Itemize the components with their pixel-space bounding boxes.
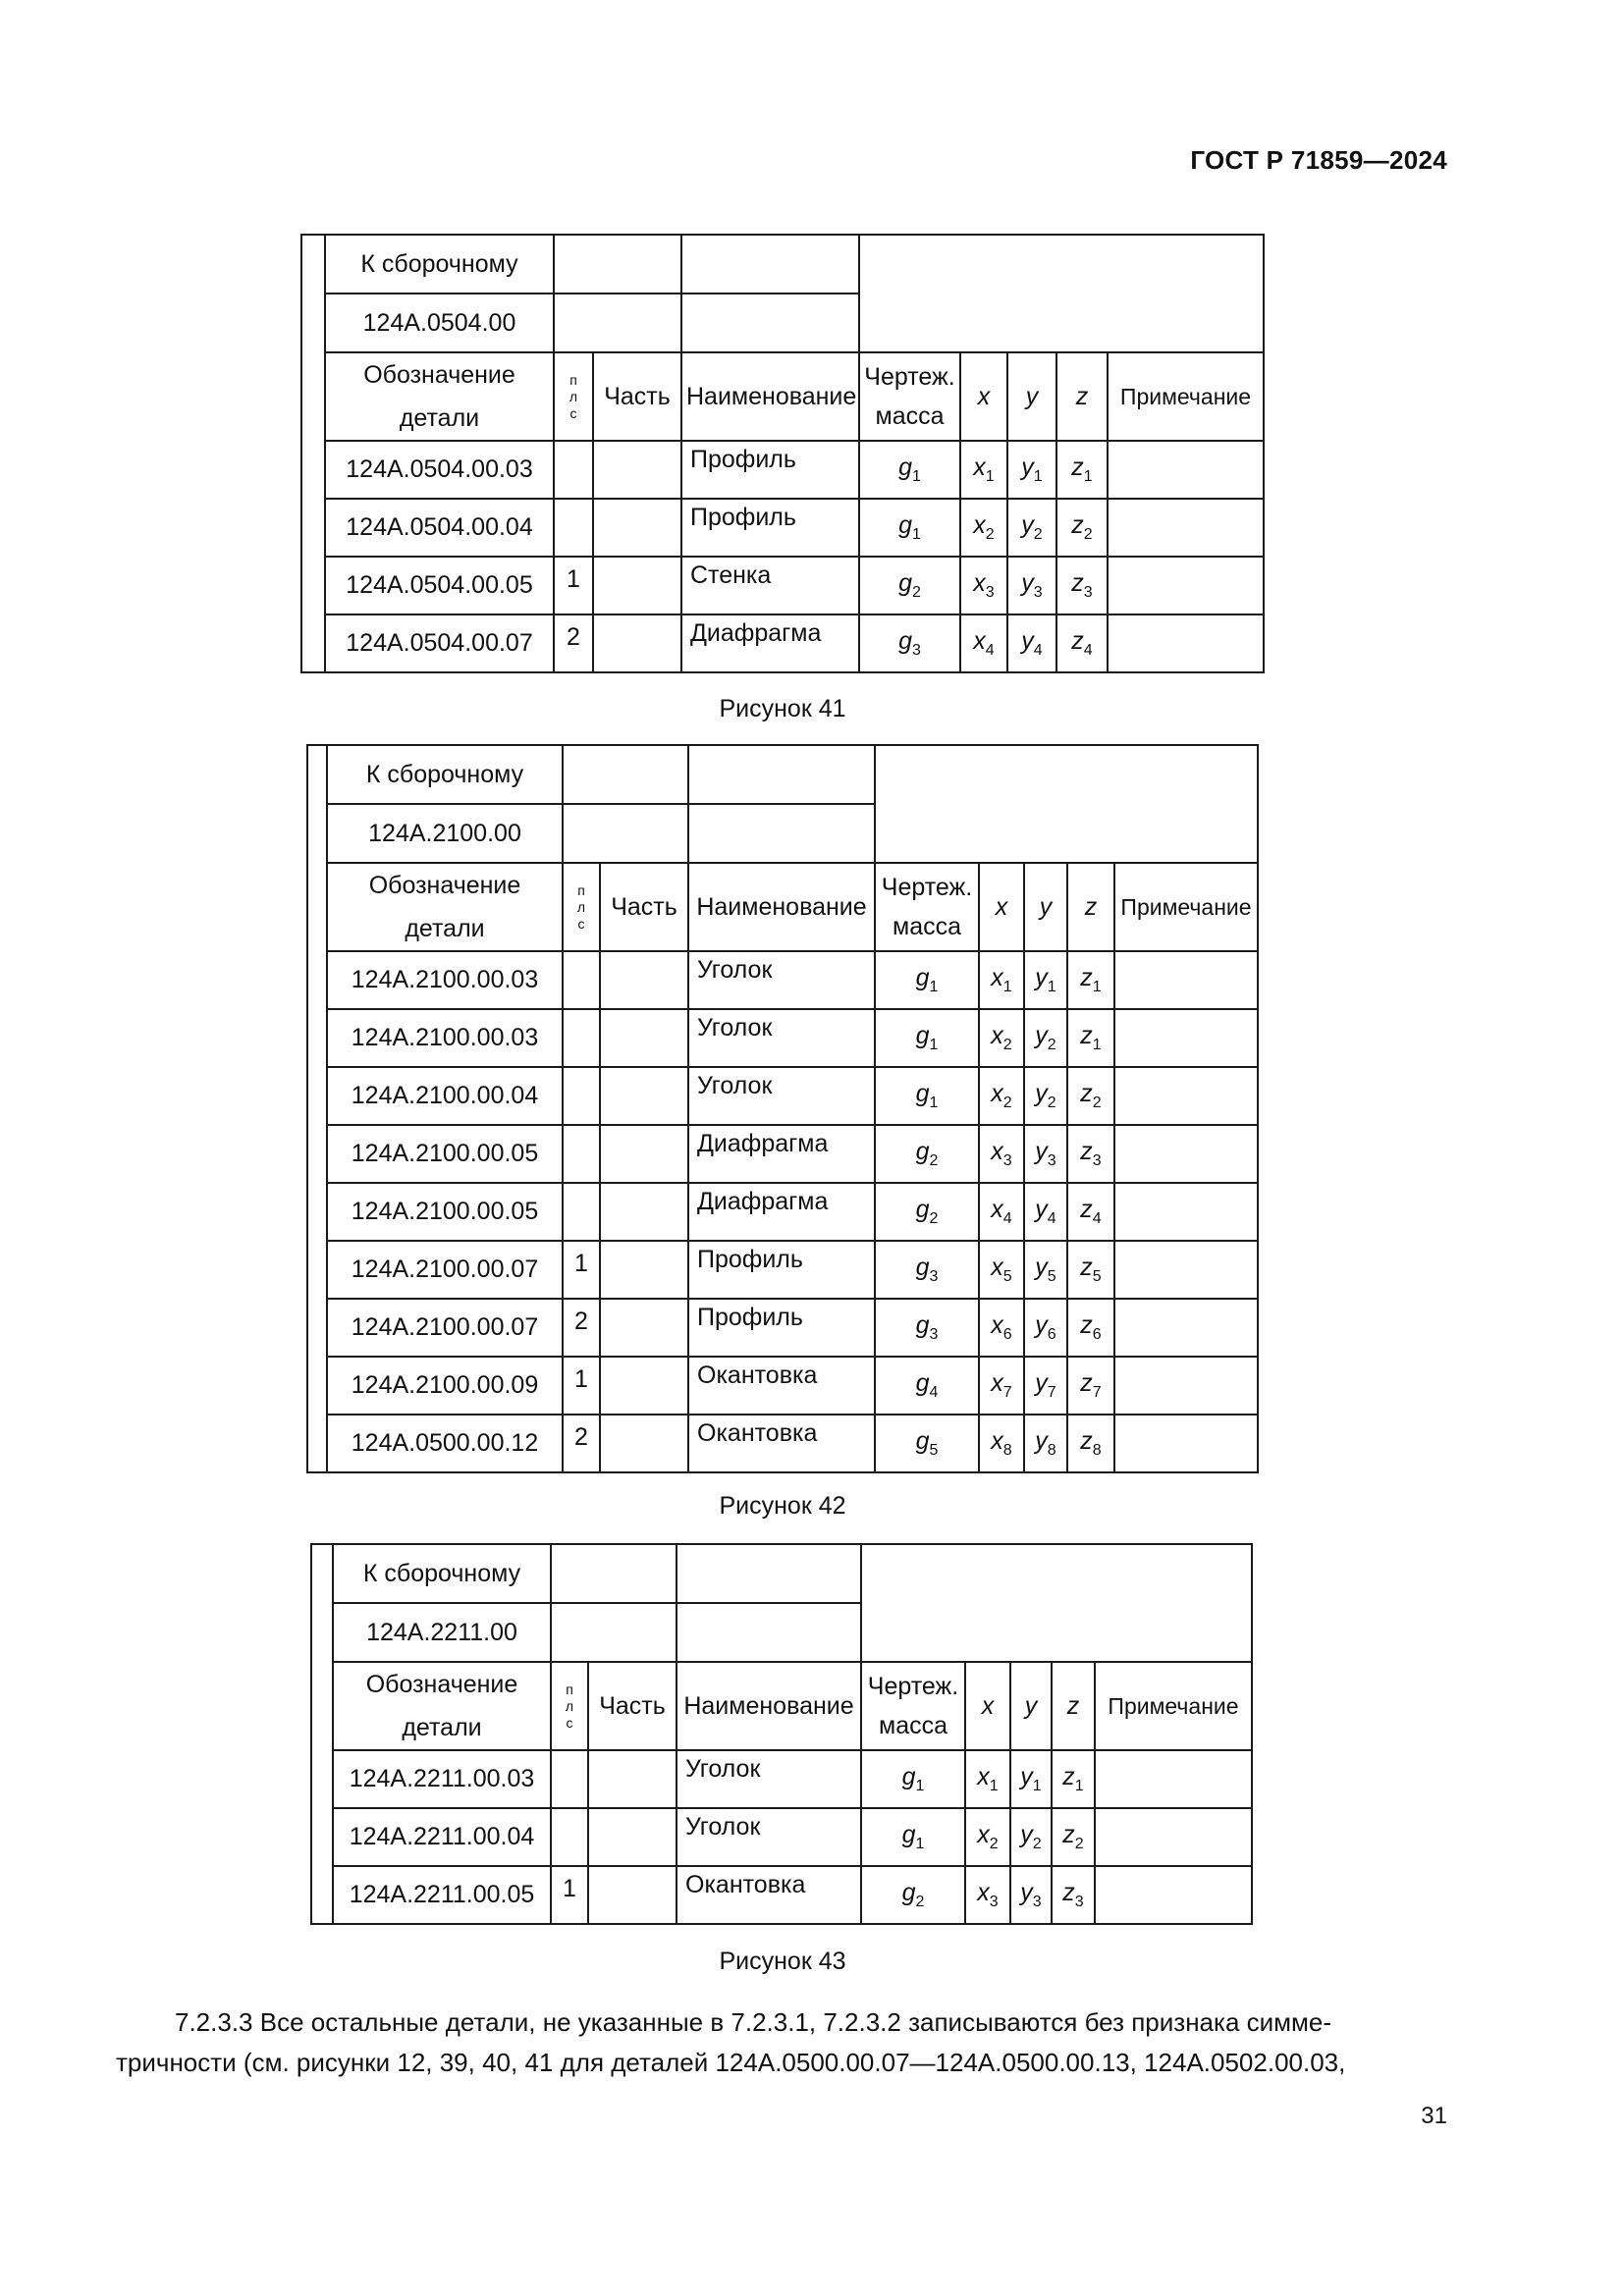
row-x: $x_7$ xyxy=(979,1357,1024,1415)
row-note xyxy=(1095,1750,1252,1808)
col-drawing-mass-l1: Чертеж. xyxy=(881,874,973,901)
table-row xyxy=(301,614,1264,672)
row-code: 124А.0504.00.04 xyxy=(325,499,554,557)
row-name: Диафрагма xyxy=(688,1125,875,1183)
col-part: Часть xyxy=(593,352,681,441)
row-name: Профиль xyxy=(681,441,859,499)
row-pls: 1 xyxy=(554,557,593,614)
row-name: Диафрагма xyxy=(681,614,859,672)
row-note xyxy=(1114,1009,1258,1067)
assembly-code: 124А.2211.00 xyxy=(333,1603,551,1662)
binding-strip xyxy=(301,235,325,672)
row-code: 124А.2211.00.03 xyxy=(333,1750,551,1808)
row-part xyxy=(593,557,681,614)
row-part xyxy=(600,1067,688,1125)
row-code: 124А.2100.00.05 xyxy=(327,1183,563,1241)
empty-header-block xyxy=(875,745,1258,863)
row-part xyxy=(600,1357,688,1415)
row-part xyxy=(600,1009,688,1067)
table-row xyxy=(307,1125,1258,1183)
page-number: 31 xyxy=(1421,2103,1447,2129)
row-note xyxy=(1114,1299,1258,1357)
row-code: 124А.2100.00.03 xyxy=(327,1009,563,1067)
row-pls xyxy=(563,1067,600,1125)
row-mass: $g_2$ xyxy=(875,1125,979,1183)
row-code: 124А.2211.00.05 xyxy=(333,1866,551,1924)
col-pls xyxy=(551,1662,588,1750)
table-row xyxy=(307,1183,1258,1241)
empty-cell xyxy=(551,1603,677,1662)
row-part xyxy=(600,951,688,1009)
col-z: z xyxy=(1056,352,1108,441)
row-name: Диафрагма xyxy=(688,1183,875,1241)
row-z: $z_4$ xyxy=(1067,1183,1114,1241)
row-x: $x_4$ xyxy=(979,1183,1024,1241)
row-note xyxy=(1114,1183,1258,1241)
col-pls-p: п xyxy=(569,371,577,388)
row-note xyxy=(1095,1808,1252,1866)
col-designation-l2: детали xyxy=(402,1714,482,1741)
row-x: $x_3$ xyxy=(979,1125,1024,1183)
row-pls xyxy=(563,1125,600,1183)
col-pls-p: п xyxy=(577,881,585,898)
row-part xyxy=(600,1299,688,1357)
table-row xyxy=(307,1241,1258,1299)
empty-cell xyxy=(554,294,681,352)
row-mass: $g_3$ xyxy=(859,614,960,672)
row-y: $y_5$ xyxy=(1024,1241,1067,1299)
row-part xyxy=(593,441,681,499)
row-x: $x_2$ xyxy=(965,1808,1010,1866)
row-note xyxy=(1108,614,1264,672)
row-mass: $g_1$ xyxy=(859,441,960,499)
row-part xyxy=(600,1241,688,1299)
col-pls xyxy=(554,352,593,441)
table-row xyxy=(301,499,1264,557)
table-row xyxy=(311,1866,1252,1924)
row-pls xyxy=(563,1009,600,1067)
to-assembly-label: К сборочному xyxy=(325,235,554,294)
empty-header-block xyxy=(861,1544,1252,1662)
row-code: 124А.0500.00.12 xyxy=(327,1415,563,1472)
row-mass: $g_2$ xyxy=(861,1866,965,1924)
figure-caption: Рисунок 41 xyxy=(719,695,846,722)
row-z: $z_3$ xyxy=(1052,1866,1095,1924)
paragraph-line-1: 7.2.3.3 Все остальные детали, не указанные в 7.2.3.1, 7.2.3.2 записываются без признака симме- xyxy=(175,2007,1332,2037)
row-pls xyxy=(563,951,600,1009)
row-x: $x_1$ xyxy=(979,951,1024,1009)
row-part xyxy=(600,1415,688,1472)
row-note xyxy=(1095,1866,1252,1924)
table-row xyxy=(307,1357,1258,1415)
row-mass: $g_1$ xyxy=(861,1750,965,1808)
row-code: 124А.0504.00.05 xyxy=(325,557,554,614)
col-z: z xyxy=(1067,863,1114,951)
body-paragraph xyxy=(116,2002,1448,2083)
table-row xyxy=(301,557,1264,614)
row-y: $y_4$ xyxy=(1024,1183,1067,1241)
col-drawing-mass-l2: масса xyxy=(879,1712,947,1739)
row-x: $x_4$ xyxy=(960,614,1007,672)
row-pls xyxy=(563,1183,600,1241)
row-z: $z_1$ xyxy=(1067,951,1114,1009)
row-pls: 2 xyxy=(563,1415,600,1472)
row-x: $x_1$ xyxy=(960,441,1007,499)
col-drawing-mass xyxy=(875,863,979,951)
empty-cell xyxy=(677,1544,861,1603)
table-row xyxy=(307,951,1258,1009)
col-designation-l1: Обозначение xyxy=(365,1671,518,1698)
row-name: Уголок xyxy=(677,1808,861,1866)
row-y: $y_1$ xyxy=(1007,441,1056,499)
col-drawing-mass-l1: Чертеж. xyxy=(867,1673,959,1700)
row-note xyxy=(1114,1357,1258,1415)
col-drawing-mass xyxy=(859,352,960,441)
row-y: $y_4$ xyxy=(1007,614,1056,672)
row-x: $x_8$ xyxy=(979,1415,1024,1472)
col-note: Примечание xyxy=(1114,863,1258,951)
empty-cell xyxy=(688,745,875,804)
col-pls-l: л xyxy=(568,388,578,404)
row-note xyxy=(1108,557,1264,614)
row-name: Профиль xyxy=(688,1299,875,1357)
row-pls xyxy=(554,499,593,557)
row-x: $x_3$ xyxy=(960,557,1007,614)
paragraph-line-2: тричности (см. рисунки 12, 39, 40, 41 для деталей 124А.0500.00.07—124А.0500.00.13, 124А.0502.00.03, xyxy=(116,2048,1346,2077)
row-z: $z_5$ xyxy=(1067,1241,1114,1299)
figure-caption: Рисунок 42 xyxy=(719,1492,846,1520)
row-note xyxy=(1108,441,1264,499)
col-pls-s: с xyxy=(569,404,577,421)
col-drawing-mass xyxy=(861,1662,965,1750)
table-row xyxy=(307,1415,1258,1472)
col-designation-l2: детали xyxy=(405,915,485,942)
empty-cell xyxy=(563,745,688,804)
row-code: 124А.2211.00.04 xyxy=(333,1808,551,1866)
row-name: Уголок xyxy=(688,951,875,1009)
row-y: $y_1$ xyxy=(1010,1750,1052,1808)
table-row xyxy=(307,1067,1258,1125)
row-part xyxy=(588,1866,677,1924)
row-z: $z_2$ xyxy=(1067,1067,1114,1125)
col-designation xyxy=(327,863,563,951)
table-row xyxy=(301,441,1264,499)
row-y: $y_7$ xyxy=(1024,1357,1067,1415)
row-name: Профиль xyxy=(681,499,859,557)
row-code: 124А.2100.00.04 xyxy=(327,1067,563,1125)
col-name: Наименование xyxy=(677,1662,861,1750)
to-assembly-label: К сборочному xyxy=(333,1544,551,1603)
row-name: Профиль xyxy=(688,1241,875,1299)
row-y: $y_3$ xyxy=(1024,1125,1067,1183)
document-id-header: ГОСТ Р 71859—2024 xyxy=(1190,145,1447,175)
assembly-code: 124А.0504.00 xyxy=(325,294,554,352)
row-note xyxy=(1108,499,1264,557)
row-pls: 2 xyxy=(554,614,593,672)
row-mass: $g_1$ xyxy=(861,1808,965,1866)
row-x: $x_3$ xyxy=(965,1866,1010,1924)
row-mass: $g_2$ xyxy=(875,1183,979,1241)
row-y: $y_8$ xyxy=(1024,1415,1067,1472)
row-y: $y_1$ xyxy=(1024,951,1067,1009)
row-x: $x_5$ xyxy=(979,1241,1024,1299)
row-x: $x_2$ xyxy=(979,1067,1024,1125)
binding-strip xyxy=(307,745,327,1472)
row-name: Окантовка xyxy=(677,1866,861,1924)
row-name: Уголок xyxy=(688,1009,875,1067)
row-code: 124А.2100.00.05 xyxy=(327,1125,563,1183)
row-z: $z_1$ xyxy=(1056,441,1108,499)
row-note xyxy=(1114,1241,1258,1299)
row-y: $y_3$ xyxy=(1007,557,1056,614)
row-note xyxy=(1114,1415,1258,1472)
row-mass: $g_1$ xyxy=(875,1067,979,1125)
row-z: $z_6$ xyxy=(1067,1299,1114,1357)
row-note xyxy=(1114,1067,1258,1125)
row-mass: $g_1$ xyxy=(875,951,979,1009)
row-part xyxy=(588,1808,677,1866)
assembly-code: 124А.2100.00 xyxy=(327,804,563,863)
table-row xyxy=(307,1299,1258,1357)
row-x: $x_2$ xyxy=(979,1009,1024,1067)
row-z: $z_1$ xyxy=(1052,1750,1095,1808)
col-x: x xyxy=(960,352,1007,441)
row-mass: $g_1$ xyxy=(859,499,960,557)
row-name: Окантовка xyxy=(688,1357,875,1415)
empty-cell xyxy=(554,235,681,294)
empty-cell xyxy=(688,804,875,863)
col-part: Часть xyxy=(600,863,688,951)
spec-table-figure-42 xyxy=(306,744,1259,1473)
table-row xyxy=(311,1750,1252,1808)
col-designation xyxy=(325,352,554,441)
col-y: y xyxy=(1024,863,1067,951)
col-drawing-mass-l1: Чертеж. xyxy=(864,363,955,391)
row-mass: $g_5$ xyxy=(875,1415,979,1472)
row-pls: 1 xyxy=(551,1866,588,1924)
col-note: Примечание xyxy=(1108,352,1264,441)
row-part xyxy=(600,1125,688,1183)
binding-strip xyxy=(311,1544,333,1924)
row-pls: 1 xyxy=(563,1357,600,1415)
col-pls xyxy=(563,863,600,951)
empty-cell xyxy=(677,1603,861,1662)
row-z: $z_3$ xyxy=(1067,1125,1114,1183)
row-code: 124А.0504.00.07 xyxy=(325,614,554,672)
col-designation-l1: Обозначение xyxy=(368,872,521,899)
row-part xyxy=(593,499,681,557)
row-mass: $g_3$ xyxy=(875,1241,979,1299)
col-x: x xyxy=(979,863,1024,951)
empty-cell xyxy=(551,1544,677,1603)
empty-header-block xyxy=(859,235,1264,352)
row-y: $y_6$ xyxy=(1024,1299,1067,1357)
col-designation-l1: Обозначение xyxy=(363,361,515,389)
col-z: z xyxy=(1052,1662,1095,1750)
row-y: $y_2$ xyxy=(1024,1009,1067,1067)
row-name: Стенка xyxy=(681,557,859,614)
row-x: $x_1$ xyxy=(965,1750,1010,1808)
row-pls xyxy=(551,1808,588,1866)
empty-cell xyxy=(681,294,859,352)
table-row xyxy=(311,1808,1252,1866)
to-assembly-label: К сборочному xyxy=(327,745,563,804)
row-mass: $g_4$ xyxy=(875,1357,979,1415)
row-pls: 2 xyxy=(563,1299,600,1357)
col-note: Примечание xyxy=(1095,1662,1252,1750)
row-part xyxy=(588,1750,677,1808)
row-z: $z_3$ xyxy=(1056,557,1108,614)
col-y: y xyxy=(1010,1662,1052,1750)
row-code: 124А.2100.00.09 xyxy=(327,1357,563,1415)
row-mass: $g_2$ xyxy=(859,557,960,614)
row-note xyxy=(1114,951,1258,1009)
row-z: $z_2$ xyxy=(1056,499,1108,557)
row-z: $z_7$ xyxy=(1067,1357,1114,1415)
row-x: $x_6$ xyxy=(979,1299,1024,1357)
col-y: y xyxy=(1007,352,1056,441)
table-row xyxy=(307,1009,1258,1067)
col-pls-l: л xyxy=(576,898,586,915)
row-mass: $g_3$ xyxy=(875,1299,979,1357)
row-name: Уголок xyxy=(677,1750,861,1808)
row-code: 124А.2100.00.07 xyxy=(327,1241,563,1299)
row-y: $y_2$ xyxy=(1024,1067,1067,1125)
col-drawing-mass-l2: масса xyxy=(893,913,961,940)
row-pls: 1 xyxy=(563,1241,600,1299)
figure-caption: Рисунок 43 xyxy=(719,1948,846,1975)
row-part xyxy=(593,614,681,672)
row-x: $x_2$ xyxy=(960,499,1007,557)
row-code: 124А.0504.00.03 xyxy=(325,441,554,499)
row-z: $z_1$ xyxy=(1067,1009,1114,1067)
row-mass: $g_1$ xyxy=(875,1009,979,1067)
col-pls-p: п xyxy=(566,1681,573,1697)
row-code: 124А.2100.00.03 xyxy=(327,951,563,1009)
empty-cell xyxy=(563,804,688,863)
row-part xyxy=(600,1183,688,1241)
col-part: Часть xyxy=(588,1662,677,1750)
col-designation xyxy=(333,1662,551,1750)
row-y: $y_2$ xyxy=(1010,1808,1052,1866)
col-drawing-mass-l2: масса xyxy=(875,402,945,430)
row-z: $z_4$ xyxy=(1056,614,1108,672)
row-code: 124А.2100.00.07 xyxy=(327,1299,563,1357)
row-z: $z_8$ xyxy=(1067,1415,1114,1472)
row-name: Окантовка xyxy=(688,1415,875,1472)
row-y: $y_3$ xyxy=(1010,1866,1052,1924)
col-pls-s: с xyxy=(577,915,585,932)
row-pls xyxy=(551,1750,588,1808)
empty-cell xyxy=(681,235,859,294)
row-z: $z_2$ xyxy=(1052,1808,1095,1866)
col-pls-s: с xyxy=(566,1714,573,1731)
col-x: x xyxy=(965,1662,1010,1750)
col-name: Наименование xyxy=(681,352,859,441)
col-pls-l: л xyxy=(565,1697,574,1714)
spec-table-figure-41 xyxy=(300,234,1265,673)
row-y: $y_2$ xyxy=(1007,499,1056,557)
col-designation-l2: детали xyxy=(399,404,480,432)
spec-table-figure-43 xyxy=(310,1543,1253,1925)
row-pls xyxy=(554,441,593,499)
row-name: Уголок xyxy=(688,1067,875,1125)
row-note xyxy=(1114,1125,1258,1183)
col-name: Наименование xyxy=(688,863,875,951)
